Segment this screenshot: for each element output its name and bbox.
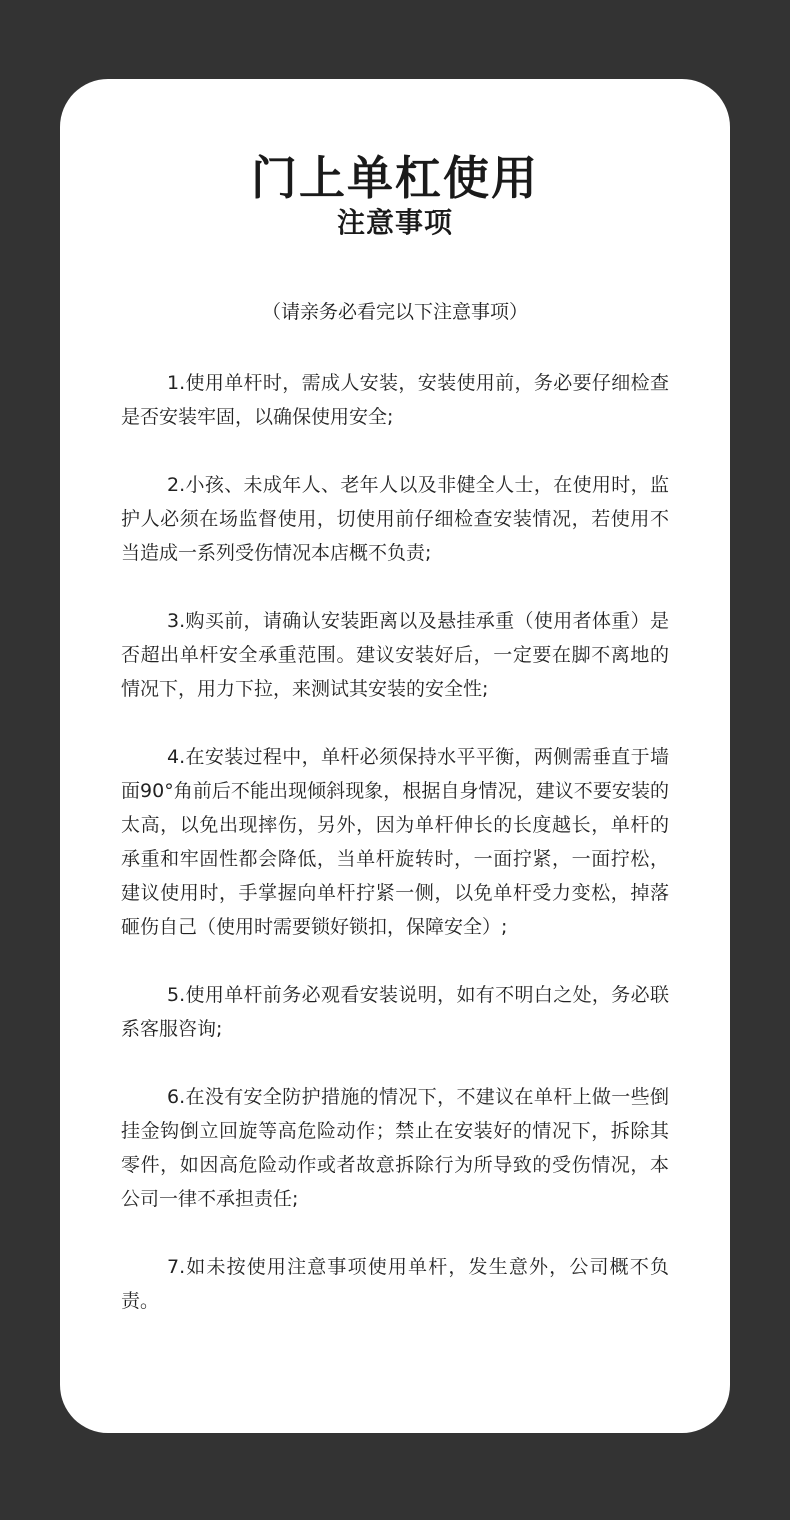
precaution-item-3: 3.购买前，请确认安装距离以及悬挂承重（使用者体重）是否超出单杆安全承重范围。建议安装好后，一定要在脚不离地的情况下，用力下拉，来测试其安装的安全性; <box>121 610 669 700</box>
page-title: 门上单杠使用 <box>251 151 539 205</box>
precaution-list <box>121 366 669 1318</box>
precaution-item-1: 1.使用单杆时，需成人安装，安装使用前，务必要仔细检查是否安装牢固，以确保使用安全; <box>121 372 669 428</box>
precaution-item-5: 5.使用单杆前务必观看安装说明，如有不明白之处，务必联系客服咨询; <box>121 984 669 1040</box>
page-subtitle: 注意事项 <box>336 206 453 239</box>
precaution-item-6: 6.在没有安全防护措施的情况下，不建议在单杆上做一些倒挂金钩倒立回旋等高危险动作；禁止在安装好的情况下，拆除其零件，如因高危险动作或者故意拆除行为所导致的受伤情况，本公司一律不承担责任; <box>121 1086 669 1210</box>
precaution-item-7: 7.如未按使用注意事项使用单杆，发生意外，公司概不负责。 <box>121 1256 669 1312</box>
precaution-item-4: 4.在安装过程中，单杆必须保持水平平衡，两侧需垂直于墙面90°角前后不能出现倾斜现象，根据自身情况，建议不要安装的太高，以免出现摔伤，另外，因为单杆伸长的长度越长，单杆的承重和牢固性都会降低，当单杆旋转时，一面拧紧，一面拧松，建议使用时，手掌握向单杆拧紧一侧，以免单杆受力变松，掉落砸伤自己（使用时需要锁好锁扣，保障安全）; <box>121 746 669 938</box>
precaution-item-2: 2.小孩、未成年人、老年人以及非健全人士，在使用时，监护人必须在场监督使用，切使用前仔细检查安装情况，若使用不当造成一系列受伤情况本店概不负责; <box>121 474 669 564</box>
reading-notice: （请亲务必看完以下注意事项） <box>261 301 528 323</box>
